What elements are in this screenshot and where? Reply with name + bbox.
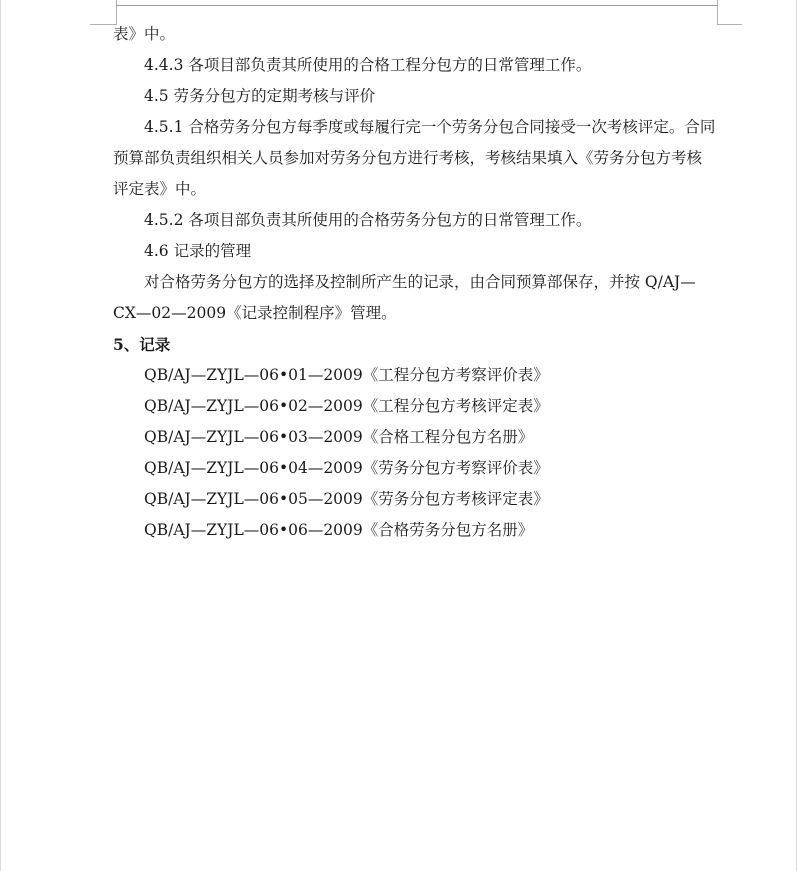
record-item: QB/AJ—ZYJL—06•05—2009《劳务分包方考核评定表》	[144, 490, 549, 508]
document-body	[113, 19, 721, 546]
clause-4-5-1-line-1: 4.5.1 合格劳务分包方每季度或每履行完一个劳务分包合同接受一次考核评定。合同	[144, 118, 716, 136]
text-line: 表》中。	[113, 25, 176, 43]
clause-4-5-2: 4.5.2 各项目部负责其所使用的合格劳务分包方的日常管理工作。	[144, 211, 592, 229]
heading-4-5: 4.5 劳务分包方的定期考核与评价	[144, 87, 376, 105]
record-item: QB/AJ—ZYJL—06•06—2009《合格劳务分包方名册》	[144, 521, 534, 539]
record-item: QB/AJ—ZYJL—06•03—2009《合格工程分包方名册》	[144, 428, 534, 446]
section-5-heading: 5、记录	[113, 335, 171, 354]
page-top-rule	[116, 5, 718, 6]
records-paragraph-line-2: CX—02—2009《记录控制程序》管理。	[113, 304, 397, 322]
clause-4-5-1-line-3: 评定表》中。	[113, 180, 207, 198]
records-paragraph-line-1: 对合格劳务分包方的选择及控制所产生的记录，由合同预算部保存，并按 Q/AJ—	[144, 273, 696, 291]
clause-4-4-3: 4.4.3 各项目部负责其所使用的合格工程分包方的日常管理工作。	[144, 56, 592, 74]
record-item: QB/AJ—ZYJL—06•04—2009《劳务分包方考察评价表》	[144, 459, 549, 477]
heading-4-6: 4.6 记录的管理	[144, 242, 252, 260]
page-left-edge	[0, 0, 1, 871]
record-item: QB/AJ—ZYJL—06•01—2009《工程分包方考察评价表》	[144, 366, 549, 384]
clause-4-5-1-line-2: 预算部负责组织相关人员参加对劳务分包方进行考核，考核结果填入《劳务分包方考核	[113, 149, 703, 167]
record-item: QB/AJ—ZYJL—06•02—2009《工程分包方考核评定表》	[144, 397, 549, 415]
